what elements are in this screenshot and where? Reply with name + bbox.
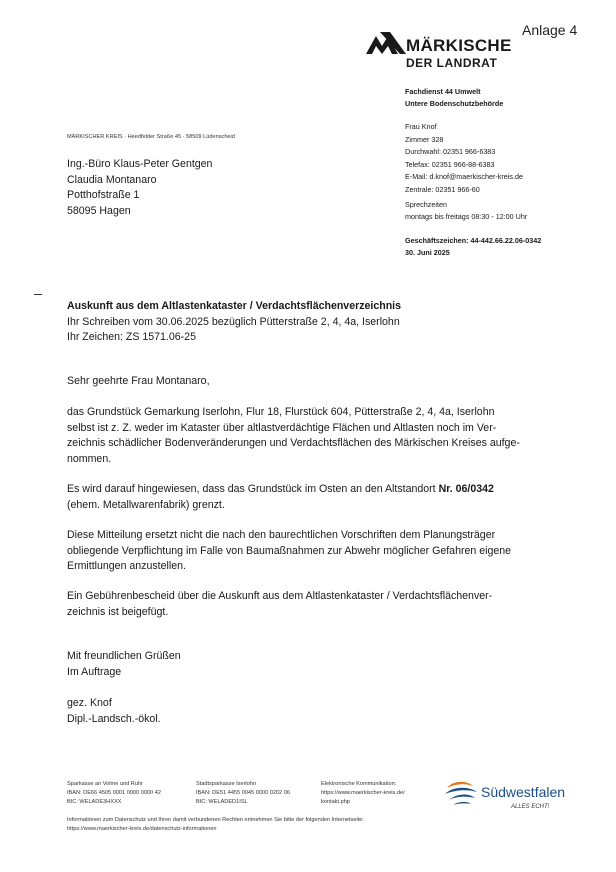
paragraph-text: Es wird darauf hingewiesen, dass das Grundstück im Osten an den Altstandort <box>67 483 439 495</box>
recipient-address <box>67 157 212 219</box>
site-number: Nr. 06/0342 <box>438 483 494 495</box>
fold-mark <box>34 294 42 295</box>
footer-link[interactable]: kontakt.php <box>321 798 350 805</box>
paragraph-line: das Grundstück Gemarkung Iserlohn, Flur 18, Flurstück 604, Pütterstraße 2, 4, 4a, Iserlohn <box>67 406 495 418</box>
letter-date: 30. Juni 2025 <box>405 247 450 257</box>
subject-title: Auskunft aus dem Altlastenkataster / Verdachtsflächenverzeichnis <box>67 300 402 312</box>
footer-line: Sparkasse an Volme und Ruhr <box>67 781 143 787</box>
suedwestfalen-logo <box>443 778 593 812</box>
contact-switchboard: Zentrale: 02351 966-60 <box>405 184 480 194</box>
paragraph-line <box>67 482 494 498</box>
paragraph-line: Ermittlungen anzustellen. <box>67 560 186 572</box>
signature: gez. Knof <box>67 697 112 709</box>
paragraph-1 <box>67 405 520 467</box>
footer-line: IBAN: DE66 4505 0001 0000 0000 42 <box>67 789 161 796</box>
recipient-line: Potthofstraße 1 <box>67 189 140 201</box>
signature-block <box>67 696 161 727</box>
footer-line: BIC: WELADE3HXXX <box>67 798 122 805</box>
suedwestfalen-slogan: ALLES ECHT! <box>511 804 550 810</box>
contact-room: Zimmer 328 <box>405 134 444 144</box>
reference-block <box>405 235 541 258</box>
footer-line: Elektronische Kommunikation: <box>321 781 397 787</box>
paragraph-line: nommen. <box>67 452 112 465</box>
footer-bank-2 <box>196 780 290 806</box>
logo-title: MÄRKISCHE <box>406 36 512 55</box>
authority-block <box>405 86 503 110</box>
paragraph-line: Diese Mitteilung ersetzt nicht die nach den baurechtlichen Vorschriften dem Planungsträger <box>67 529 496 541</box>
sender-line: MÄRKISCHER KREIS · Heedfelder Straße 45 · 58509 Lüdenscheid <box>67 134 235 140</box>
footer-bank-1 <box>67 780 161 806</box>
suedwestfalen-wordmark: Südwestfalen <box>481 784 566 800</box>
footer-link[interactable]: https://www.maerkischer-kreis.de/ <box>321 789 405 796</box>
recipient-line: 58095 Hagen <box>67 204 131 217</box>
office-hours <box>405 199 527 223</box>
salutation: Sehr geehrte Frau Montanaro, <box>67 375 210 387</box>
paragraph-line: Ein Gebührenbescheid über die Auskunft aus dem Altlastenkataster / Verdachtsflächenver- <box>67 590 493 602</box>
subject-block <box>67 299 401 346</box>
paragraph-4 <box>67 589 492 620</box>
suedwestfalen-swoosh-icon <box>443 778 479 808</box>
logo-chevrons-icon <box>366 32 406 54</box>
paragraph-line: zeichnis ist beigefügt. <box>67 605 169 618</box>
subject-reference-letter: Ihr Schreiben vom 30.06.2025 bezüglich Pütterstraße 2, 4, 4a, Iserlohn <box>67 315 400 328</box>
maerkischer-kreis-logo <box>366 30 516 76</box>
footer-line: IBAN: DE51 4455 0045 0000 0202 06 <box>196 789 290 796</box>
footer-link[interactable]: https://www.maerkischer-kreis.de/datenschutz-informationen <box>67 825 217 832</box>
paragraph-line: (ehem. Metallwarenfabrik) grenzt. <box>67 498 225 511</box>
paragraph-3 <box>67 528 511 575</box>
contact-direct-dial: Durchwahl: 02351 966-6383 <box>405 147 496 156</box>
department: Fachdienst 44 Umwelt <box>405 87 481 96</box>
closing-2: Im Auftrage <box>67 665 122 678</box>
signature-title: Dipl.-Landsch.-ökol. <box>67 712 161 725</box>
paragraph-line: zeichnis schädlicher Bodenveränderungen und Verdachtsflächen des Märkischen Kreises aufge- <box>67 437 520 449</box>
contact-block <box>405 121 523 196</box>
office-hours-times: montags bis freitags 08:30 - 12:00 Uhr <box>405 212 528 221</box>
footer-electronic <box>321 780 405 806</box>
subject-your-reference: Ihr Zeichen: ZS 1571.06-25 <box>67 331 196 343</box>
contact-fax: Telefax: 02351 966-88-6383 <box>405 159 495 169</box>
footer-line: BIC: WELADED1ISL <box>196 798 248 805</box>
paragraph-2 <box>67 482 494 513</box>
file-number: Geschäftszeichen: 44-442.66.22.06-0342 <box>405 236 542 245</box>
contact-name: Frau Knof <box>405 122 437 131</box>
contact-email[interactable]: E-Mail: d.knof@maerkischer-kreis.de <box>405 172 523 181</box>
closing: Mit freundlichen Grüßen <box>67 650 181 662</box>
closing-block <box>67 649 181 680</box>
footer-line: Informationen zum Datenschutz und Ihren damit verbundenen Rechten entnehmen Sie bitte der folgenden Internetseite: <box>67 817 364 823</box>
footer-line: Stadtsparkasse Iserlohn <box>196 781 257 787</box>
subdepartment: Untere Bodenschutzbehörde <box>405 99 504 108</box>
paragraph-line: selbst ist z. Z. weder im Kataster über altlastverdächtige Flächen und Altlasten noch im Ver- <box>67 421 497 434</box>
recipient-line: Claudia Montanaro <box>67 173 157 186</box>
logo-subtitle: DER LANDRAT <box>406 56 498 70</box>
office-hours-label: Sprechzeiten <box>405 200 447 209</box>
paragraph-line: obliegende Verpflichtung im Falle von Baumaßnahmen zur Abwehr möglicher Gefahren eigene <box>67 544 512 557</box>
recipient-line: Ing.-Büro Klaus-Peter Gentgen <box>67 158 213 170</box>
footer-privacy <box>67 816 364 834</box>
annex-label: Anlage 4 <box>522 22 578 38</box>
